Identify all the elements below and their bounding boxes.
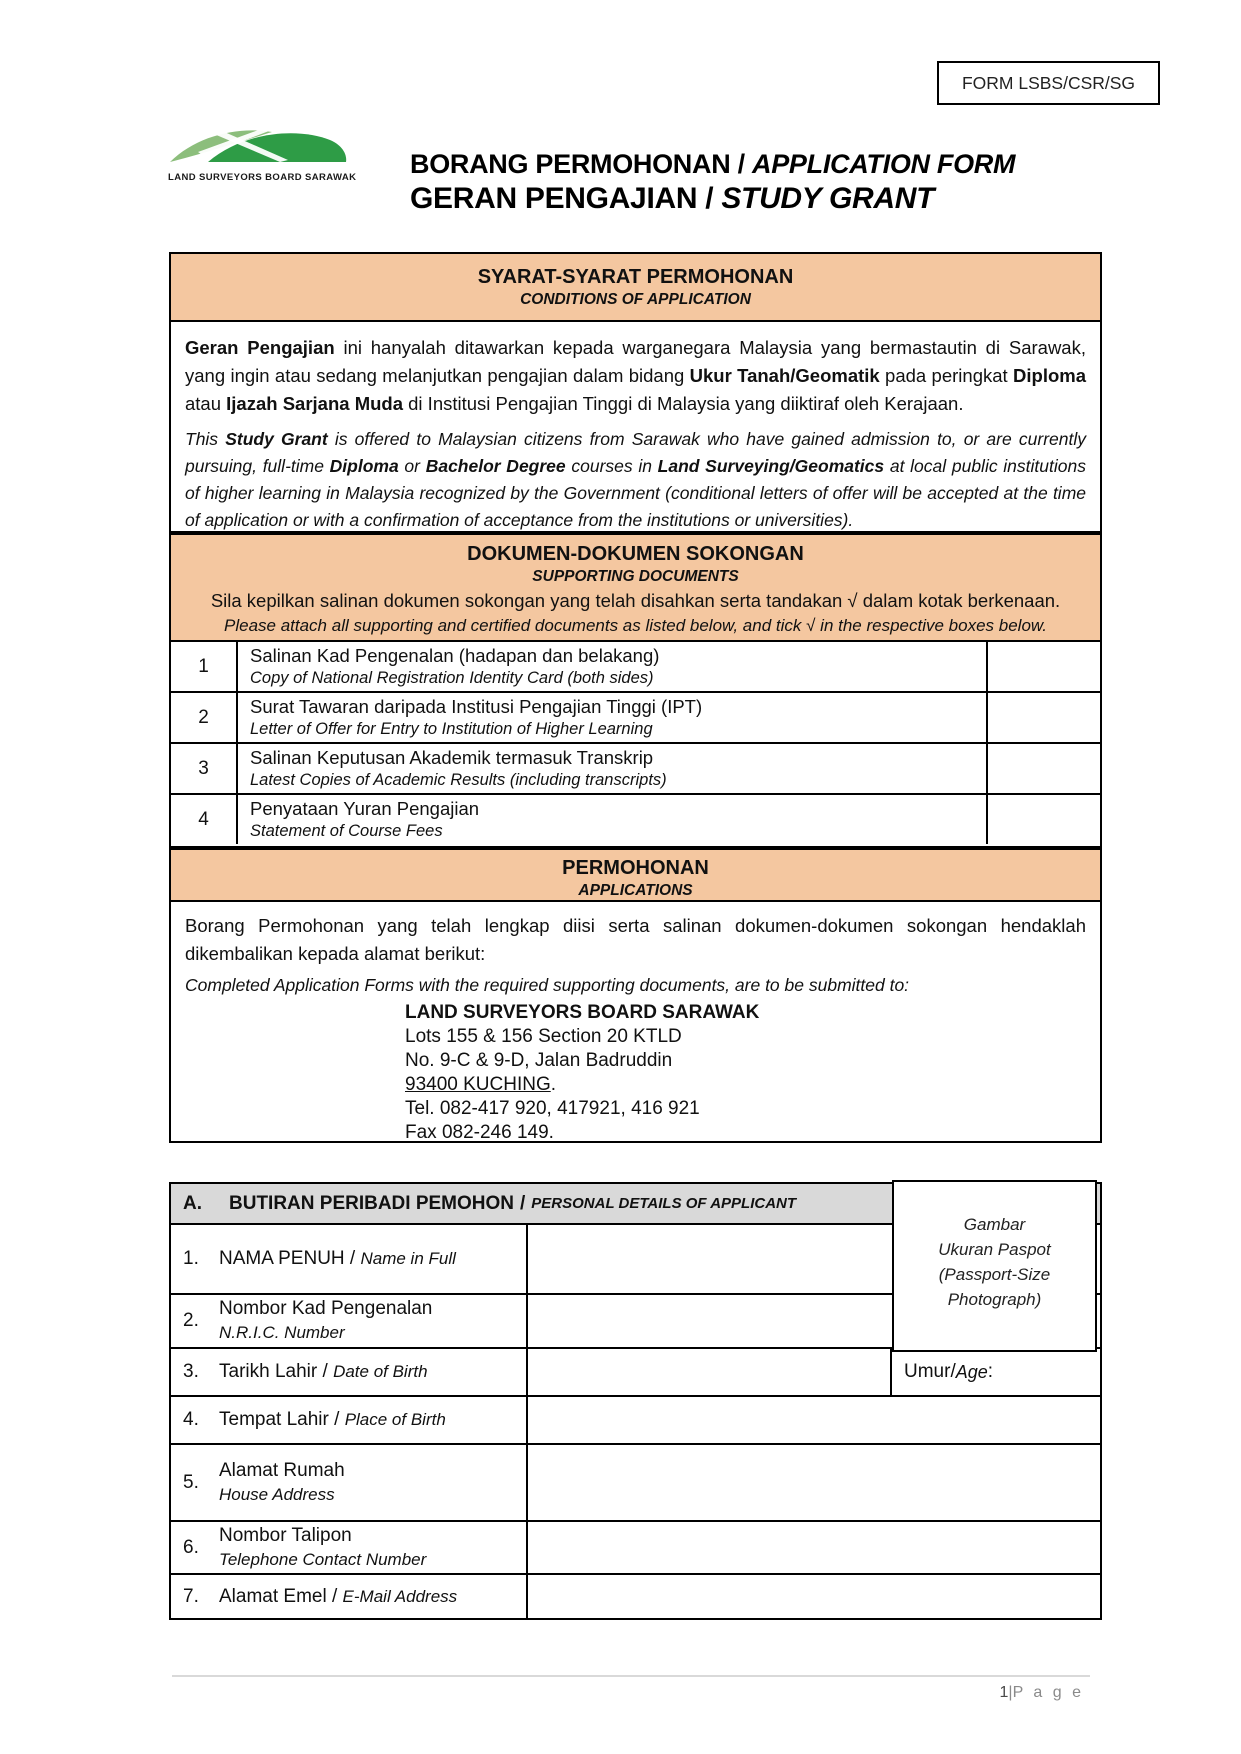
conditions-heading-english: CONDITIONS OF APPLICATION — [520, 291, 751, 308]
field-number: 6. — [183, 1536, 199, 1558]
supporting-instruction-english: Please attach all supporting and certified documents as listed below, and tick √ in the respective boxes below. — [224, 616, 1047, 635]
title1-separator: / — [730, 149, 753, 179]
tick-checkbox-cell[interactable] — [986, 642, 1100, 691]
title2-english: STUDY GRANT — [721, 182, 935, 215]
lsbs-logo — [168, 126, 357, 183]
address-city-underlined: 93400 KUCHING — [405, 1074, 551, 1095]
field-row-dob — [171, 1349, 1100, 1397]
page-number: 1 — [999, 1684, 1009, 1701]
field-number: 5. — [183, 1471, 199, 1493]
field-label — [171, 1397, 528, 1443]
label-separator: / — [344, 1248, 361, 1269]
label-english: Telephone Contact Number — [219, 1549, 427, 1569]
document-name-english: Copy of National Registration Identity Card (both sides) — [250, 669, 654, 687]
tick-checkbox-cell[interactable] — [986, 693, 1100, 742]
conditions-body — [171, 322, 1100, 534]
field-number: 4. — [183, 1409, 199, 1430]
footer-page-label: P a g e — [1012, 1684, 1084, 1701]
title-line-2 — [410, 181, 1015, 217]
label-english: Name in Full — [360, 1249, 456, 1268]
row-number: 2 — [171, 693, 238, 742]
footer-divider — [172, 1675, 1090, 1677]
supporting-heading-english: SUPPORTING DOCUMENTS — [532, 568, 739, 585]
phone-input-cell[interactable] — [528, 1522, 1100, 1573]
field-label-text — [219, 1459, 526, 1507]
label-malay: Nombor Kad Pengenalan — [219, 1298, 433, 1319]
section-title-separator: / — [520, 1192, 526, 1214]
field-label — [171, 1225, 528, 1293]
form-title — [410, 148, 1015, 217]
field-label — [171, 1445, 528, 1520]
applications-heading-malay: PERMOHONAN — [562, 857, 709, 879]
supporting-heading-malay: DOKUMEN-DOKUMEN SOKONGAN — [467, 543, 804, 565]
label-separator: / — [328, 1409, 345, 1430]
field-number: 2. — [183, 1310, 199, 1331]
applications-paragraph-malay: Borang Permohonan yang telah lengkap diisi serta salinan dokumen-dokumen sokongan hendaklah dikembalikan kepada alamat berikut: — [185, 915, 1086, 964]
document-name-english: Statement of Course Fees — [250, 822, 443, 840]
label-separator: / — [317, 1361, 334, 1382]
applications-header — [171, 850, 1100, 902]
field-number: 1. — [183, 1248, 199, 1269]
applications-body — [171, 902, 1100, 1145]
age-label-malay: Umur — [904, 1361, 951, 1382]
field-label — [171, 1575, 528, 1618]
photo-box-line: Photograph) — [947, 1290, 1042, 1309]
conditions-paragraph-malay: Geran Pengajian ini hanyalah ditawarkan kepada warganegara Malaysia yang bermastautin di Sarawak, yang ingin atau sedang melanjutkan pengajian dalam bidang Ukur Tanah/Geomatik pada peringkat Diploma atau Ijazah Sarjana Muda di Institusi Pengajian Tinggi di Malaysia yang diiktiraf oleh Kerajaan. — [185, 337, 1086, 414]
field-label — [171, 1522, 528, 1573]
field-number: 7. — [183, 1585, 199, 1607]
field-label-text — [219, 1524, 526, 1572]
label-separator: / — [326, 1585, 343, 1607]
supporting-documents-section — [169, 533, 1102, 848]
row-number: 1 — [171, 642, 238, 691]
field-label-text — [219, 1585, 526, 1609]
section-title-english: PERSONAL DETAILS OF APPLICANT — [531, 1195, 797, 1212]
photo-box-line: Gambar — [963, 1215, 1026, 1234]
title-line-1 — [410, 148, 1015, 181]
title1-english: APPLICATION FORM — [752, 149, 1016, 179]
footer-separator: | — [1008, 1684, 1013, 1701]
document-name-english: Latest Copies of Academic Results (including transcripts) — [250, 771, 667, 789]
section-title-malay: BUTIRAN PERIBADI PEMOHON — [229, 1192, 515, 1214]
label-malay: NAMA PENUH — [219, 1248, 345, 1269]
submission-address — [405, 1001, 1086, 1145]
conditions-paragraph-english: This Study Grant is offered to Malaysian citizens from Sarawak who have gained admission to, or are currently pursuing, full-time Diploma or Bachelor Degree courses in Land Surveying/Geomatics at local public institutions of higher learning in Malaysia recognized by the Government (conditional letters of offer will be accepted at the time of application or with a confirmation of acceptance from the institutions or universities). — [185, 429, 1086, 530]
applications-heading-english: APPLICATIONS — [578, 882, 693, 899]
supporting-instruction-malay: Sila kepilkan salinan dokumen sokongan yang telah disahkan serta tandakan √ dalam kotak berkenaan. — [210, 590, 1061, 611]
tick-checkbox-cell[interactable] — [986, 744, 1100, 793]
document-description — [238, 642, 986, 691]
age-label-separator: / — [950, 1361, 956, 1382]
table-row — [171, 742, 1100, 793]
birthplace-input-cell[interactable] — [528, 1397, 1100, 1443]
age-label-english: Age — [955, 1361, 988, 1382]
table-row — [171, 691, 1100, 742]
label-english: N.R.I.C. Number — [219, 1323, 345, 1342]
document-description — [238, 795, 986, 844]
age-cell[interactable] — [892, 1349, 1100, 1395]
table-row — [171, 793, 1100, 844]
document-description — [238, 693, 986, 742]
label-malay: Tarikh Lahir — [219, 1361, 318, 1382]
personal-details-section — [169, 1182, 1102, 1620]
passport-photo-box[interactable] — [892, 1180, 1097, 1352]
label-malay: Alamat Rumah — [219, 1459, 345, 1481]
tick-checkbox-cell[interactable] — [986, 795, 1100, 844]
document-name-malay: Salinan Keputusan Akademik termasuk Transkrip — [250, 747, 654, 768]
field-row-email — [171, 1575, 1100, 1618]
document-name-malay: Surat Tawaran daripada Institusi Pengajian Tinggi (IPT) — [250, 696, 703, 717]
photo-box-line: (Passport-Size — [938, 1265, 1051, 1284]
label-english: Date of Birth — [333, 1362, 428, 1381]
address-telephone: Tel. 082-417 920, 417921, 416 921 — [405, 1098, 700, 1119]
address-city — [405, 1073, 1086, 1097]
table-row — [171, 642, 1100, 691]
document-description — [238, 744, 986, 793]
house-address-input-cell[interactable] — [528, 1445, 1100, 1520]
label-english: House Address — [219, 1484, 335, 1504]
field-row-phone — [171, 1522, 1100, 1575]
field-label — [171, 1295, 528, 1347]
photo-box-line: Ukuran Paspot — [938, 1240, 1051, 1259]
applications-section — [169, 848, 1102, 1143]
logo-caption: LAND SURVEYORS BOARD SARAWAK — [168, 172, 357, 183]
supporting-header — [171, 535, 1100, 642]
field-row-birthplace — [171, 1397, 1100, 1445]
row-number: 3 — [171, 744, 238, 793]
applications-paragraph-english: Completed Application Forms with the required supporting documents, are to be submitted to: — [185, 975, 910, 995]
field-number: 3. — [183, 1361, 199, 1382]
field-label-text — [219, 1360, 526, 1384]
section-letter: A. — [183, 1192, 202, 1214]
field-label — [171, 1349, 528, 1395]
age-label-colon: : — [987, 1361, 994, 1382]
field-label-text — [219, 1247, 526, 1271]
address-city-period: . — [550, 1074, 557, 1095]
lsbs-logo-icon — [168, 126, 348, 170]
document-name-english: Letter of Offer for Entry to Institution of Higher Learning — [250, 720, 653, 738]
row-number: 4 — [171, 795, 238, 844]
dob-input-cell[interactable] — [528, 1349, 892, 1395]
supporting-rows — [171, 642, 1100, 844]
page-footer — [1000, 1684, 1084, 1702]
field-row-address — [171, 1445, 1100, 1522]
label-malay: Tempat Lahir — [219, 1409, 329, 1430]
form-code-box — [937, 61, 1160, 105]
email-input-cell[interactable] — [528, 1575, 1100, 1618]
conditions-header — [171, 254, 1100, 322]
conditions-heading-malay: SYARAT-SYARAT PERMOHONAN — [477, 266, 794, 288]
address-line-1: Lots 155 & 156 Section 20 KTLD — [405, 1026, 682, 1047]
document-name-malay: Penyataan Yuran Pengajian — [250, 798, 480, 819]
label-malay: Nombor Talipon — [219, 1524, 352, 1546]
label-english: E-Mail Address — [342, 1586, 458, 1606]
document-name-malay: Salinan Kad Pengenalan (hadapan dan belakang) — [250, 645, 660, 666]
form-code: FORM LSBS/CSR/SG — [961, 72, 1136, 93]
label-malay: Alamat Emel — [219, 1585, 327, 1607]
title2-separator: / — [697, 182, 722, 215]
label-english: Place of Birth — [344, 1410, 446, 1429]
title2-malay: GERAN PENGAJIAN — [410, 182, 698, 215]
field-label-text — [219, 1408, 526, 1432]
conditions-section — [169, 252, 1102, 533]
address-fax: Fax 082-246 149. — [405, 1122, 554, 1143]
title1-malay: BORANG PERMOHONAN — [410, 149, 731, 179]
field-label-text — [219, 1297, 526, 1345]
address-org-name: LAND SURVEYORS BOARD SARAWAK — [405, 1002, 760, 1023]
address-line-2: No. 9-C & 9-D, Jalan Badruddin — [405, 1050, 673, 1071]
